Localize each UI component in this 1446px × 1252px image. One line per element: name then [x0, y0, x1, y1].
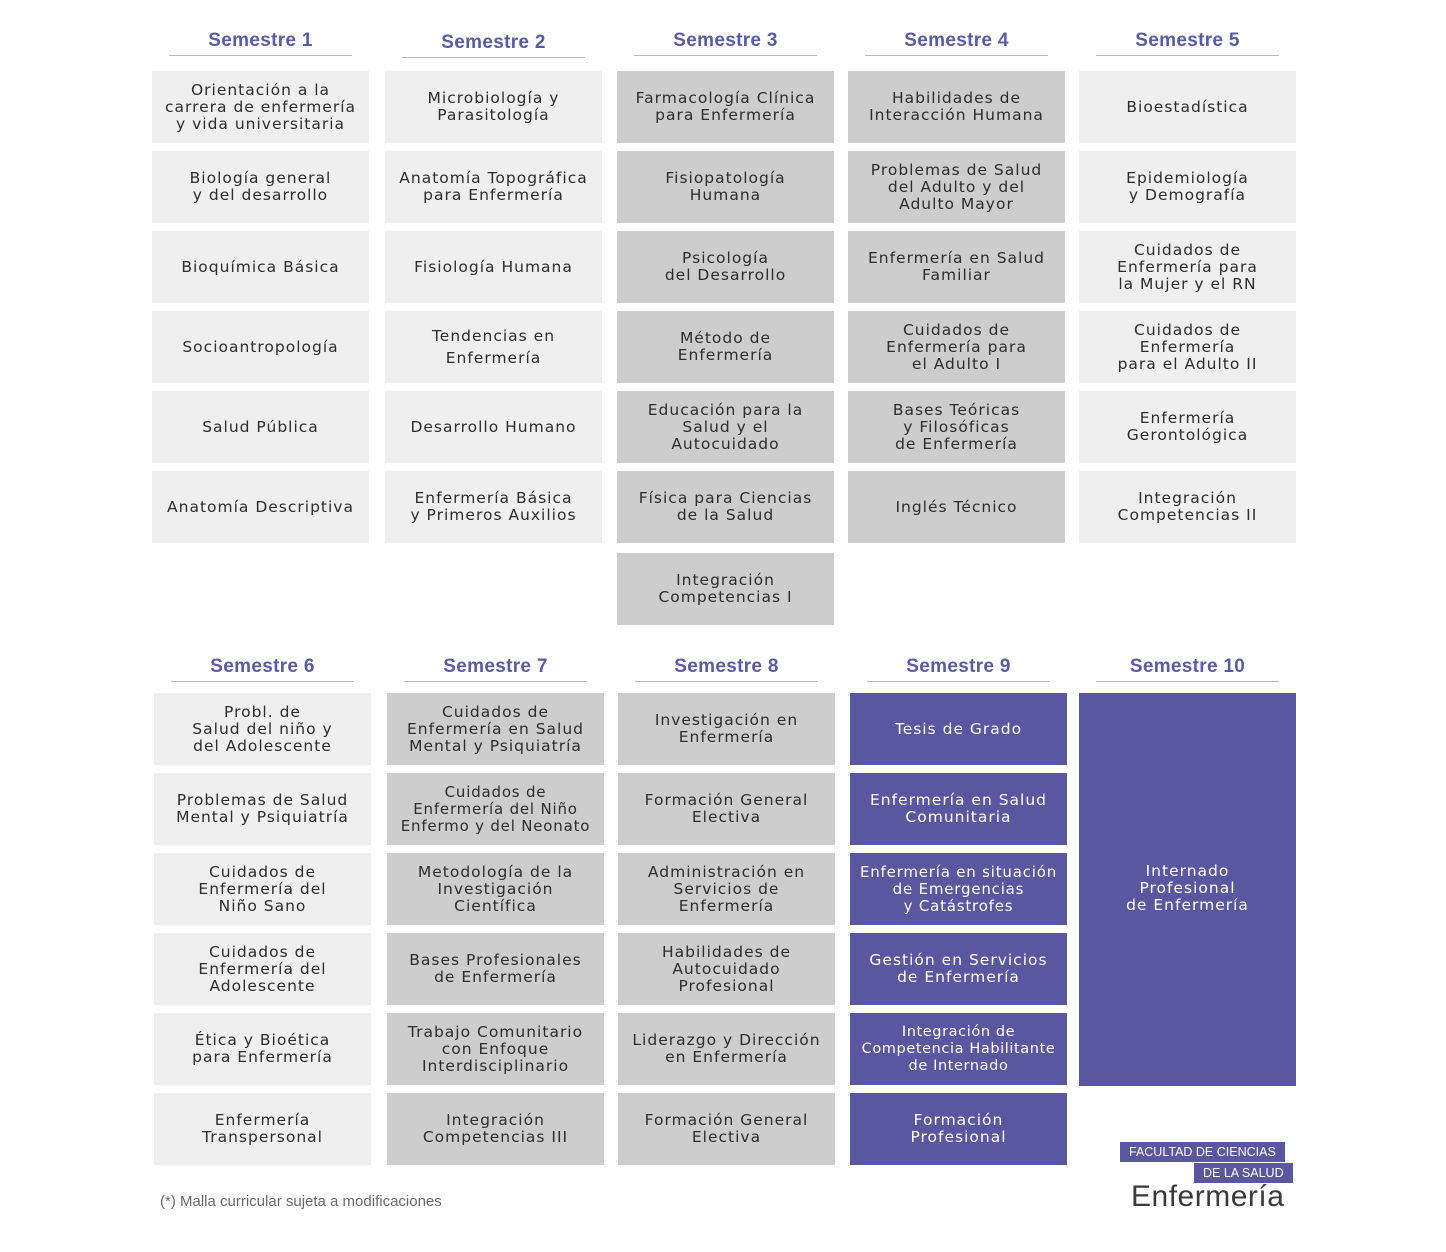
course-cell: Orientación a la carrera de enfermería y vida universitaria	[152, 71, 369, 143]
semester-8-header: Semestre 8	[618, 656, 835, 678]
semester-5-header: Semestre 5	[1079, 30, 1296, 52]
course-cell: Enfermería Básica y Primeros Auxilios	[385, 471, 602, 543]
course-cell: Tendencias en Enfermería	[385, 311, 602, 383]
course-cell: Bases Profesionales de Enfermería	[387, 933, 604, 1005]
course-cell: Habilidades de Autocuidado Profesional	[618, 933, 835, 1005]
course-cell: Microbiología y Parasitología	[385, 71, 602, 143]
course-cell: Problemas de Salud Mental y Psiquiatría	[154, 773, 371, 845]
course-cell: Enfermería Gerontológica	[1079, 391, 1296, 463]
semester-2-header: Semestre 2	[385, 32, 602, 54]
course-cell: Inglés Técnico	[848, 471, 1065, 543]
course-cell: Socioantropología	[152, 311, 369, 383]
brand-faculty-line1: FACULTAD DE CIENCIAS	[1120, 1142, 1285, 1162]
course-cell: Bases Teóricas y Filosóficas de Enfermería	[848, 391, 1065, 463]
course-cell: Cuidados de Enfermería del Niño Enfermo y del Neonato	[387, 773, 604, 845]
course-cell: Farmacología Clínica para Enfermería	[617, 71, 834, 143]
course-cell: Liderazgo y Dirección en Enfermería	[618, 1013, 835, 1085]
semester-7-header: Semestre 7	[387, 656, 604, 678]
course-cell: Psicología del Desarrollo	[617, 231, 834, 303]
course-cell: Cuidados de Enfermería para el Adulto I	[848, 311, 1065, 383]
semester-1-header: Semestre 1	[152, 30, 369, 52]
course-cell: Formación Profesional	[850, 1093, 1067, 1165]
course-cell-internship: Internado Profesional de Enfermería	[1079, 693, 1296, 1086]
course-cell: Metodología de la Investigación Científica	[387, 853, 604, 925]
course-cell: Investigación en Enfermería	[618, 693, 835, 765]
course-cell: Enfermería en Salud Familiar	[848, 231, 1065, 303]
course-cell: Integración Competencias III	[387, 1093, 604, 1165]
course-cell: Administración en Servicios de Enfermería	[618, 853, 835, 925]
brand-faculty-line2: DE LA SALUD	[1194, 1163, 1293, 1183]
brand-name: Enfermería	[1131, 1180, 1285, 1213]
course-cell: Cuidados de Enfermería para la Mujer y el RN	[1079, 231, 1296, 303]
course-cell: Anatomía Descriptiva	[152, 471, 369, 543]
course-cell: Enfermería en situación de Emergencias y Catástrofes	[850, 853, 1067, 925]
course-cell: Bioquímica Básica	[152, 231, 369, 303]
course-cell: Cuidados de Enfermería del Adolescente	[154, 933, 371, 1005]
course-cell: Salud Pública	[152, 391, 369, 463]
course-cell: Tesis de Grado	[850, 693, 1067, 765]
course-cell: Habilidades de Interacción Humana	[848, 71, 1065, 143]
course-cell: Desarrollo Humano	[385, 391, 602, 463]
course-cell: Formación General Electiva	[618, 773, 835, 845]
course-cell: Enfermería en Salud Comunitaria	[850, 773, 1067, 845]
semester-3-header: Semestre 3	[617, 30, 834, 52]
course-cell: Integración Competencias II	[1079, 471, 1296, 543]
course-cell: Fisiopatología Humana	[617, 151, 834, 223]
course-cell: Problemas de Salud del Adulto y del Adulto Mayor	[848, 151, 1065, 223]
course-cell: Formación General Electiva	[618, 1093, 835, 1165]
course-cell: Bioestadística	[1079, 71, 1296, 143]
semester-10-header: Semestre 10	[1079, 656, 1296, 678]
course-cell: Gestión en Servicios de Enfermería	[850, 933, 1067, 1005]
course-cell: Trabajo Comunitario con Enfoque Interdisciplinario	[387, 1013, 604, 1085]
course-cell: Probl. de Salud del niño y del Adolescente	[154, 693, 371, 765]
course-cell: Fisiología Humana	[385, 231, 602, 303]
course-cell: Cuidados de Enfermería del Niño Sano	[154, 853, 371, 925]
course-cell: Ética y Bioética para Enfermería	[154, 1013, 371, 1085]
course-cell: Cuidados de Enfermería para el Adulto II	[1079, 311, 1296, 383]
course-cell: Anatomía Topográfica para Enfermería	[385, 151, 602, 223]
semester-6-header: Semestre 6	[154, 656, 371, 678]
course-cell: Integración Competencias I	[617, 553, 834, 625]
course-cell: Integración de Competencia Habilitante de Internado	[850, 1013, 1067, 1085]
course-cell: Enfermería Transpersonal	[154, 1093, 371, 1165]
course-cell: Educación para la Salud y el Autocuidado	[617, 391, 834, 463]
course-cell: Biología general y del desarrollo	[152, 151, 369, 223]
course-cell: Método de Enfermería	[617, 311, 834, 383]
footnote: (*) Malla curricular sujeta a modificaciones	[160, 1193, 442, 1210]
course-cell: Cuidados de Enfermería en Salud Mental y Psiquiatría	[387, 693, 604, 765]
course-cell: Física para Ciencias de la Salud	[617, 471, 834, 543]
semester-9-header: Semestre 9	[850, 656, 1067, 678]
course-cell: Epidemiología y Demografía	[1079, 151, 1296, 223]
semester-4-header: Semestre 4	[848, 30, 1065, 52]
